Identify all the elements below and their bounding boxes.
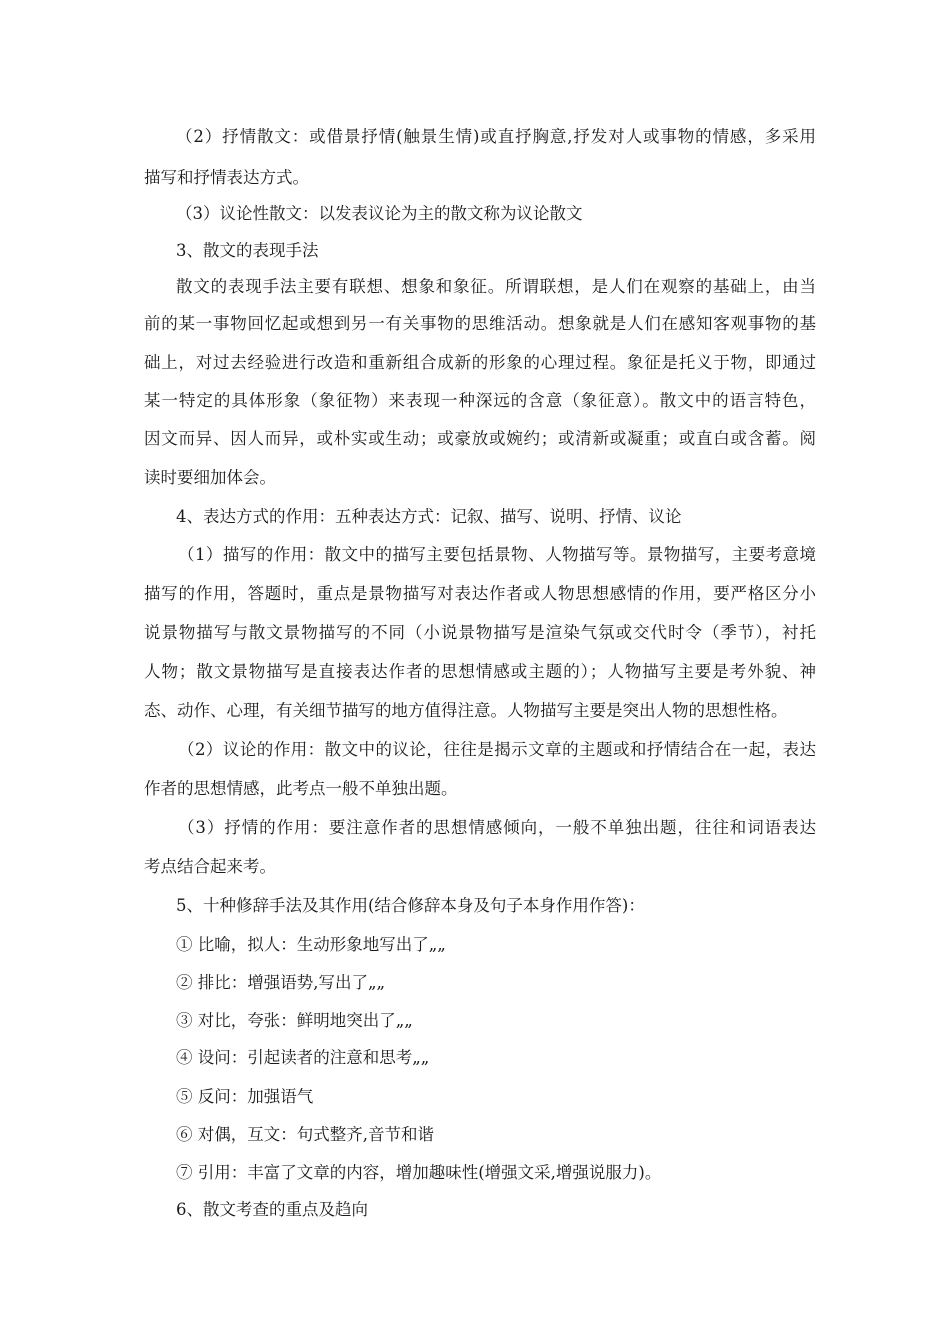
paragraph-techniques-line-5: 因文而异、因人而异，或朴实或生动；或豪放或婉约；或清新或凝重；或直白或含蓄。阅 [144, 429, 816, 448]
heading-section-5: 5、十种修辞手法及其作用(结合修辞本身及句子本身作用作答)： [176, 896, 645, 915]
paragraph-lyrical-prose-cont: 描写和抒情表达方式。 [144, 168, 309, 187]
paragraph-argument-line-1: （2）议论的作用：散文中的议论，往往是揭示文章的主题或和抒情结合在一起，表达 [178, 740, 816, 759]
paragraph-techniques-line-1: 散文的表现手法主要有联想、想象和象征。所谓联想，是人们在观察的基础上，由当 [176, 277, 816, 296]
list-item-rhetoric-4: ④ 设问：引起读者的注意和思考„„ [176, 1048, 430, 1067]
paragraph-techniques-line-4: 某一特定的具体形象（象征物）来表现一种深远的含意（象征意）。散文中的语言特色， [144, 391, 816, 410]
paragraph-argumentative-prose: （3）议论性散文：以发表议论为主的散文称为议论散文 [176, 204, 583, 223]
heading-section-3: 3、散文的表现手法 [176, 241, 319, 260]
paragraph-description-line-1: （1）描写的作用：散文中的描写主要包括景物、人物描写等。景物描写，主要考意境 [178, 545, 816, 564]
paragraph-argument-line-2: 作者的思想情感，此考点一般不单独出题。 [144, 779, 458, 798]
paragraph-techniques-line-6: 读时要细加体会。 [144, 468, 276, 487]
heading-section-6: 6、散文考查的重点及趋向 [176, 1200, 368, 1219]
paragraph-description-line-4: 人物；散文景物描写是直接表达作者的思想情感或主题的）；人物描写主要是考外貌、神 [144, 662, 816, 681]
paragraph-lyric-line-1: （3）抒情的作用：要注意作者的思想情感倾向，一般不单独出题，往往和词语表达 [178, 818, 816, 837]
list-item-rhetoric-1: ① 比喻，拟人：生动形象地写出了„„ [176, 935, 446, 954]
list-item-rhetoric-6: ⑥ 对偶，互文：句式整齐,音节和谐 [176, 1125, 434, 1144]
paragraph-techniques-line-2: 前的某一事物回忆起或想到另一有关事物的思维活动。想象就是人们在感知客观事物的基 [144, 314, 816, 333]
paragraph-lyrical-prose: （2）抒情散文：或借景抒情(触景生情)或直抒胸意,抒发对人或事物的情感，多采用 [176, 127, 816, 146]
heading-section-4: 4、表达方式的作用：五种表达方式：记叙、描写、说明、抒情、议论 [176, 507, 682, 526]
paragraph-description-line-5: 态、动作、心理，有关细节描写的地方值得注意。人物描写主要是突出人物的思想性格。 [144, 701, 788, 720]
list-item-rhetoric-2: ② 排比：增强语势,写出了„„ [176, 973, 386, 992]
list-item-rhetoric-5: ⑤ 反问：加强语气 [176, 1087, 314, 1106]
paragraph-techniques-line-3: 础上，对过去经验进行改造和重新组合成新的形象的心理过程。象征是托义于物，即通过 [144, 353, 816, 372]
paragraph-description-line-3: 说景物描写与散文景物描写的不同（小说景物描写是渲染气氛或交代时令（季节），衬托 [144, 623, 816, 642]
list-item-rhetoric-3: ③ 对比，夸张：鲜明地突出了„„ [176, 1011, 413, 1030]
paragraph-description-line-2: 描写的作用，答题时，重点是景物描写对表达作者或人物思想感情的作用，要严格区分小 [144, 584, 816, 603]
paragraph-lyric-line-2: 考点结合起来考。 [144, 857, 276, 876]
list-item-rhetoric-7: ⑦ 引用：丰富了文章的内容，增加趣味性(增强文采,增强说服力)。 [176, 1163, 662, 1182]
